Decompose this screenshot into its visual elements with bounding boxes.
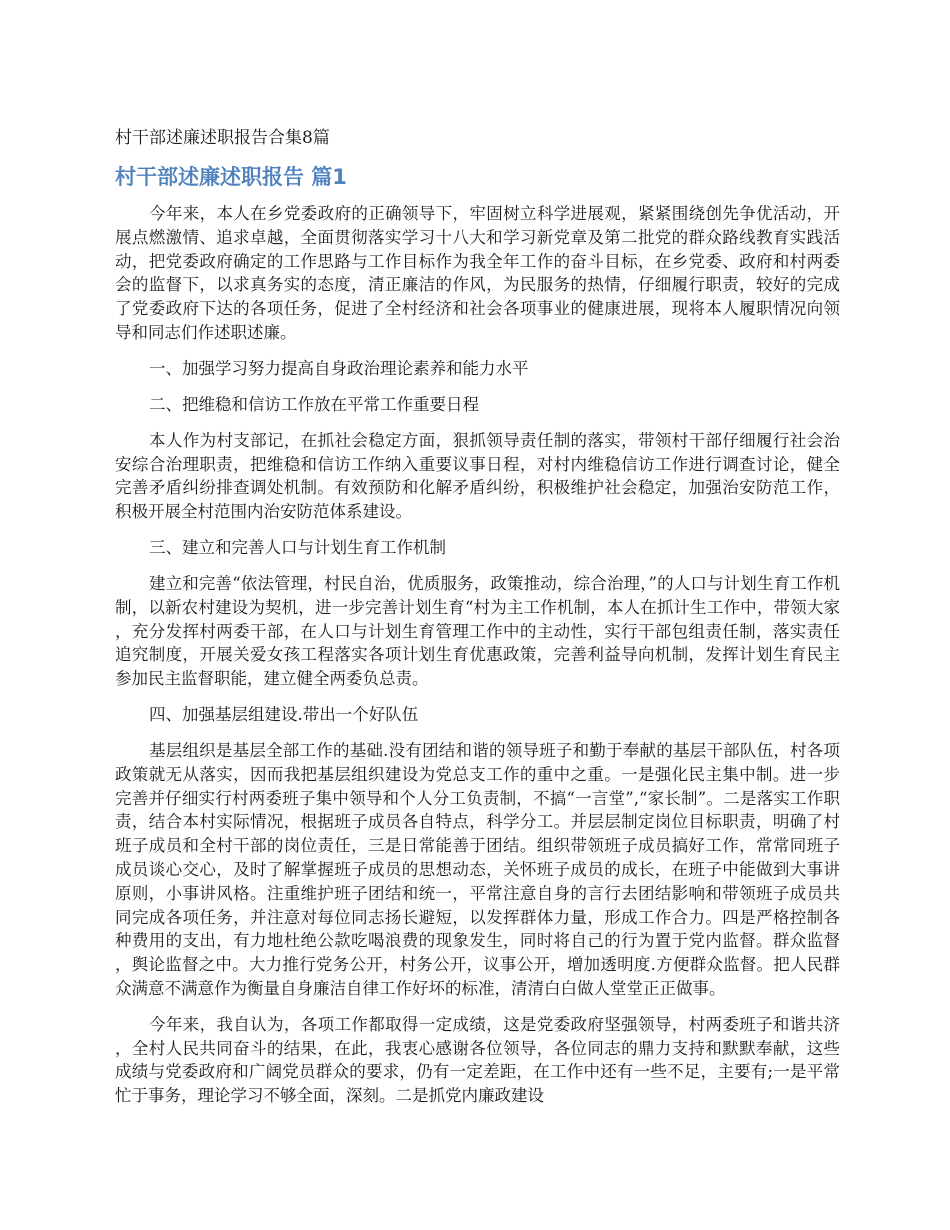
section-title-4: 四、加强基层组建设.带出一个好队伍: [149, 704, 419, 724]
section-title-2: 二、把维稳和信访工作放在平常工作重要日程: [149, 394, 479, 414]
paragraph-stability: 本人作为村支部记，在抓社会稳定方面，狠抓领导责任制的落实，带领村干部仔细履行社会治安综合治理职责，把维稳和信访工作纳入重要议事日程，对村内维稳信访工作进行调查讨论，健全完善矛盾纠纷排查调处机制。有效预防和化解矛盾纠纷，积极维护社会稳定，加强治安防范工作，积极开展全村范围内治安防范体系建设。: [115, 430, 840, 522]
section-heading: 村干部述廉述职报告 篇1: [115, 165, 347, 189]
paragraph-intro: 今年来，本人在乡党委政府的正确领导下，牢固树立科学进展观，紧紧围绕创先争优活动，开展点燃激情、追求卓越，全面贯彻落实学习十八大和学习新党章及第二批党的群众路线教育实践活动，把党委政府确定的工作思路与工作目标作为我全年工作的奋斗目标，在乡党委、政府和村两委会的监督下，以求真务实的态度，清正廉洁的作风，为民服务的热情，仔细履行职责，较好的完成了党委政府下达的各项任务，促进了全村经济和社会各项事业的健康进展，现将本人履职情况向领导和同志们作述职述廉。: [115, 204, 840, 342]
section-title-1: 一、加强学习努力提高自身政治理论素养和能力水平: [149, 358, 529, 378]
paragraph-family-planning: 建立和完善“依法管理，村民自治，优质服务，政策推动，综合治理，”的人口与计划生育工作机制，以新农村建设为契机，进一步完善计划生育“村为主工作机制，本人在抓计生工作中，带领大家，充分发挥村两委干部，在人口与计划生育管理工作中的主动性，实行干部包组责任制，落实责任追究制度，开展关爱女孩工程落实各项计划生育优惠政策，完善利益导向机制，发挥计划生育民主参加民主监督职能，建立健全两委负总责。: [115, 573, 840, 689]
document-title: 村干部述廉述职报告合集8篇: [115, 128, 330, 148]
paragraph-summary: 今年来，我自认为，各项工作都取得一定成绩，这是党委政府坚强领导，村两委班子和谐共济，全村人民共同奋斗的结果，在此，我衷心感谢各位领导，各位同志的鼎力支持和默默奉献，这些成绩与党委政府和广阔党员群众的要求，仍有一定差距，在工作中还有一些不足，主要有;一是平常忙于事务，理论学习不够全面，深刻。二是抓党内廉政建设: [115, 1014, 840, 1106]
paragraph-grassroots: 基层组织是基层全部工作的基础.没有团结和谐的领导班子和勤于奉献的基层干部队伍，村各项政策就无从落实，因而我把基层组织建设为党总支工作的重中之重。一是强化民主集中制。进一步完善并仔细实行村两委班子集中领导和个人分工负责制，不搞“一言堂”,“家长制”。二是落实工作职责，结合本村实际情况，根据班子成员各自特点，科学分工。并层层制定岗位目标职责，明确了村班子成员和全村干部的岗位责任，三是日常能善于团结。组织带领班子成员搞好工作，常常同班子成员谈心交心，及时了解掌握班子成员的思想动态，关怀班子成员的成长，在班子中能做到大事讲原则，小事讲风格。注重维护班子团结和统一，平常注意自身的言行去团结影响和带领班子成员共同完成各项任务，并注意对每位同志扬长避短，以发挥群体力量，形成工作合力。四是严格控制各种费用的支出，有力地杜绝公款吃喝浪费的现象发生，同时将自己的行为置于党内监督。群众监督，舆论监督之中。大力推行党务公开，村务公开，议事公开，增加透明度.方便群众监督。把人民群众满意不满意作为衡量自身廉洁自律工作好坏的标准，清清白白做人堂堂正正做事。: [115, 740, 840, 998]
section-title-3: 三、建立和完善人口与计划生育工作机制: [149, 537, 446, 557]
document-body: [115, 202, 840, 1108]
